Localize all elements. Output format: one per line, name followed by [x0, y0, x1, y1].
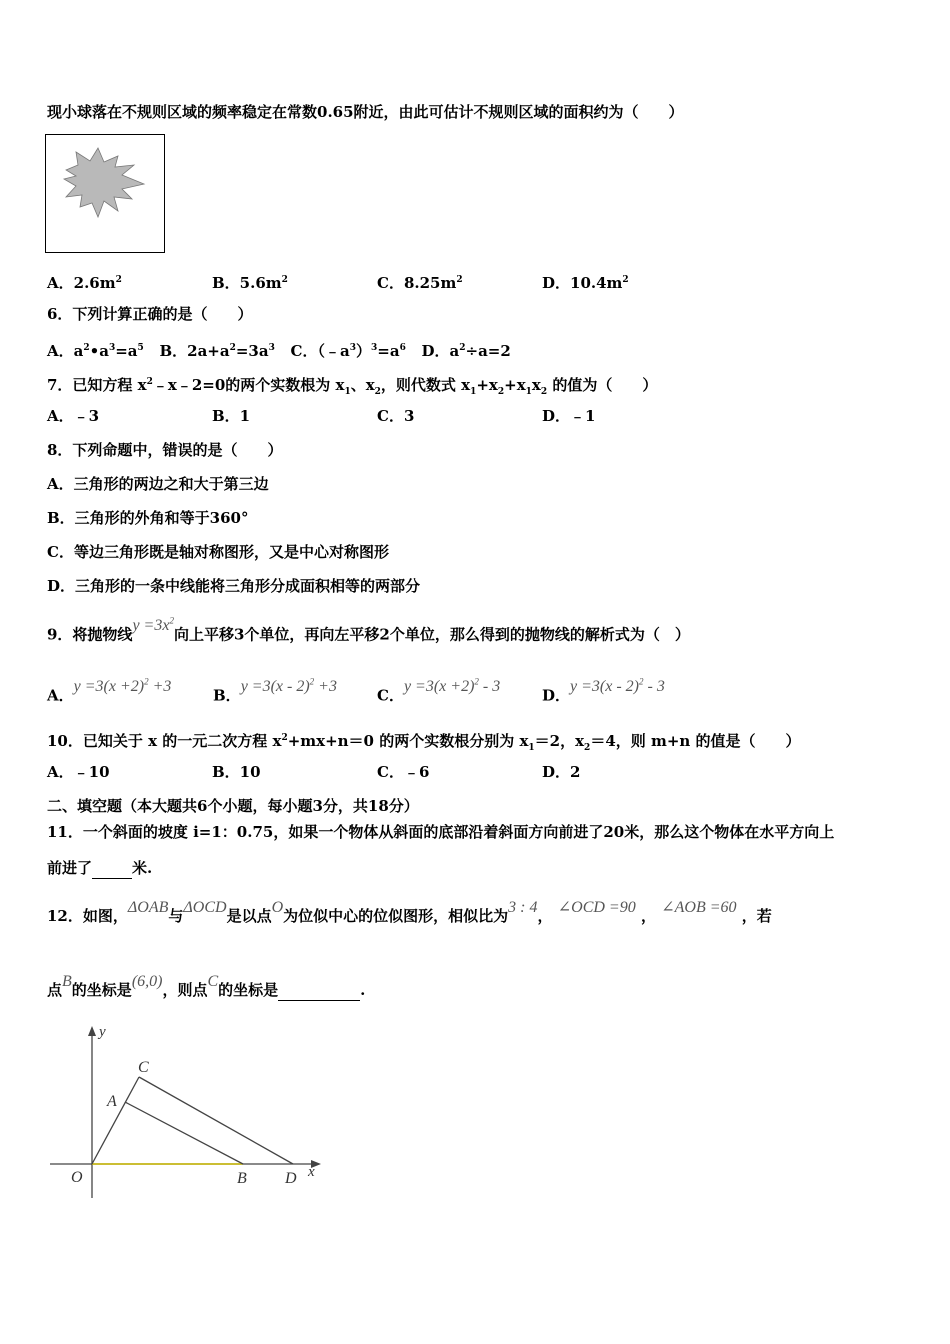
- segment-oc: [92, 1077, 139, 1164]
- q6-options: [47, 338, 511, 361]
- q9-option-a[interactable]: A．$y =3(x +2)^2 +3$: [47, 677, 172, 705]
- q5-option-a[interactable]: A．$2.6m^2$: [47, 274, 122, 292]
- q6-option-c[interactable]: C．$(﹣a^3)^3=a^6$: [290, 342, 406, 360]
- segment-ab: [125, 1102, 243, 1164]
- q5-stem: 现小球落在不规则区域的频率稳定在常数0.65附近，由此可估计不规则区域的面积约为（ ）: [47, 103, 684, 121]
- label-c: C: [138, 1059, 149, 1076]
- q11-line2: 前进了 米.: [47, 859, 153, 877]
- irregular-region-figure: [45, 134, 165, 253]
- q5-option-d[interactable]: D．$10.4m^2$: [542, 274, 629, 292]
- q12-answer-blank[interactable]: [278, 980, 360, 1001]
- q8-option-b[interactable]: B．三角形的外角和等于360°: [47, 509, 249, 527]
- segment-cd: [139, 1077, 293, 1164]
- q9-option-c[interactable]: C．$y =3(x +2)^2 - 3$: [377, 677, 501, 705]
- q6-stem: 6．下列计算正确的是（ ）: [47, 305, 253, 323]
- label-y: y: [99, 1024, 106, 1040]
- q10-option-c[interactable]: C．﹣6: [377, 763, 430, 781]
- q10-option-b[interactable]: B．10: [212, 763, 261, 781]
- label-x: x: [308, 1164, 315, 1180]
- label-b: B: [237, 1170, 247, 1187]
- q10-option-d[interactable]: D．2: [542, 763, 581, 781]
- q7-option-b[interactable]: B．1: [212, 407, 251, 425]
- q9-stem: 9．将抛物线$y =3x^2$向上平移3个单位，再向左平移2个单位，那么得到的抛物线的解析式为（ ）: [47, 616, 690, 644]
- y-axis-arrow: [88, 1026, 96, 1036]
- irregular-region-star: [46, 135, 164, 252]
- q9-formula: $y =3x^2$: [132, 616, 174, 635]
- q6-option-d[interactable]: D．$a^2\div a=2$: [421, 342, 511, 360]
- q8-option-d[interactable]: D．三角形的一条中线能将三角形分成面积相等的两部分: [47, 577, 421, 595]
- q7-option-c[interactable]: C．3: [377, 407, 415, 425]
- label-a: A: [107, 1093, 117, 1110]
- q12-line2: 点B的坐标是(6,0)，则点C的坐标是 .: [47, 973, 366, 999]
- q11-line1: 11．一个斜面的坡度 i=1：0.75，如果一个物体从斜面的底部沿着斜面方向前进了20米，那么这个物体在水平方向上: [47, 823, 835, 841]
- q5-option-b[interactable]: B．$5.6m^2$: [212, 274, 288, 292]
- q11-answer-blank[interactable]: [92, 858, 132, 879]
- coordinate-figure: [45, 1020, 335, 1205]
- q10-option-a[interactable]: A．﹣10: [47, 763, 110, 781]
- q10-stem: 10．已知关于 x 的一元二次方程 $x^2+mx+n=0$ 的两个实数根分别为 $x_1=2$，$x_2=4$，则 m+n 的值是（ ）: [47, 732, 801, 753]
- q7-stem: 7．已知方程 $x^2﹣x﹣2=0$的两个实数根为 $x_1$、$x_2$，则代数式 $x_1+x_2+x_1x_2$ 的值为（ ）: [47, 376, 658, 397]
- q8-option-a[interactable]: A．三角形的两边之和大于第三边: [47, 475, 269, 493]
- section-2-heading: 二、填空题（本大题共6个小题，每小题3分，共18分）: [47, 797, 419, 815]
- label-d: D: [285, 1170, 297, 1187]
- q7-option-d[interactable]: D．﹣1: [542, 407, 596, 425]
- q6-option-b[interactable]: B．$2a+a^2=3a^3$: [159, 342, 275, 360]
- q9-option-b[interactable]: B．y =3(x - 2)$^2$ +3: [213, 677, 337, 705]
- q7-option-a[interactable]: A．﹣3: [47, 407, 100, 425]
- q8-stem: 8．下列命题中，错误的是（ ）: [47, 441, 283, 459]
- q5-option-c[interactable]: C．$8.25m^2$: [377, 274, 463, 292]
- q12-line1: 12．如图，ΔOAB与ΔOCD是以点O为位似中心的位似图形，相似比为3 : 4， ∠OCD =90 ， ∠AOB =60 ，若: [47, 899, 772, 925]
- q8-option-c[interactable]: C．等边三角形既是轴对称图形，又是中心对称图形: [47, 543, 389, 561]
- q6-option-a[interactable]: A．$a^2•a^3=a^5$: [47, 342, 144, 360]
- label-o: O: [71, 1169, 83, 1186]
- q9-option-d[interactable]: D．y =3(x - 2)$^2$ - 3: [542, 677, 665, 705]
